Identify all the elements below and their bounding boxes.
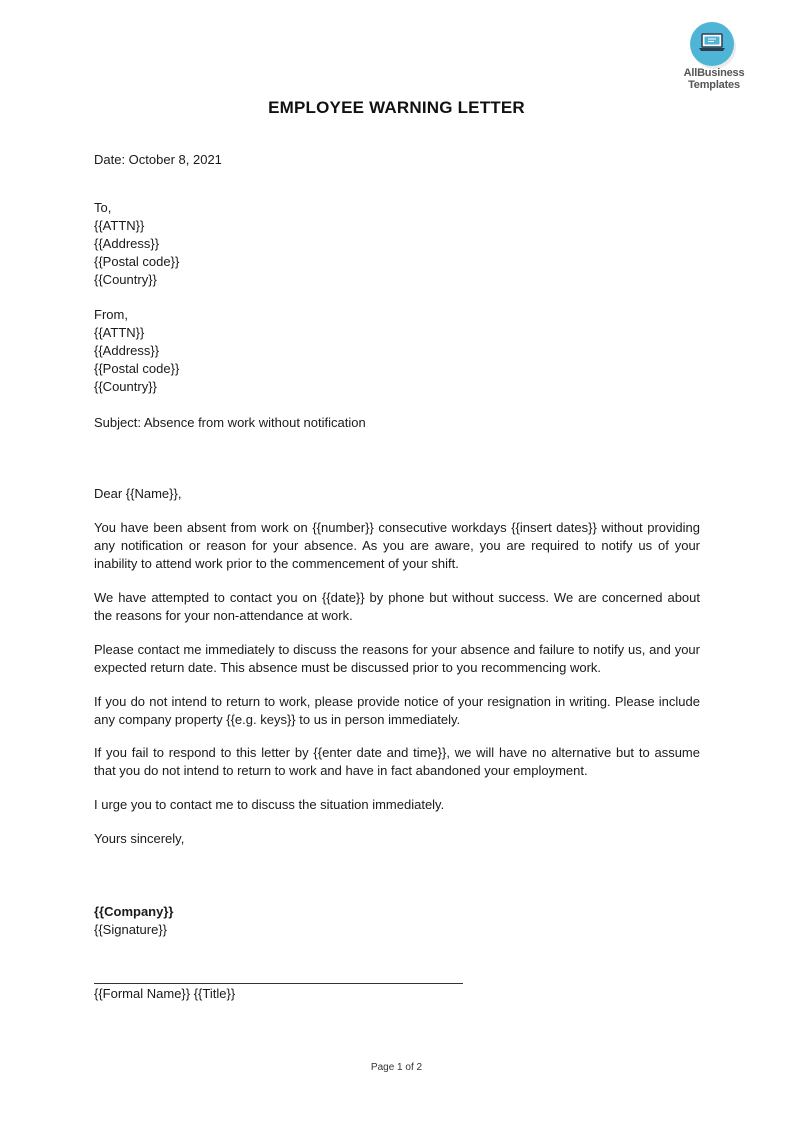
body-paragraph: If you do not intend to return to work, please provide notice of your resignation in writing. Please include any company property {{e.g. keys}} to us in person immediately. (94, 694, 700, 727)
sender-label: From, (94, 307, 128, 322)
salutation: Dear {{Name}}, (94, 486, 182, 501)
recipient-attn: {{ATTN}} (94, 218, 145, 233)
company-name: {{Company}} (94, 904, 174, 919)
recipient-postal: {{Postal code}} (94, 254, 180, 269)
page-number: Page 1 of 2 (370, 1062, 423, 1073)
recipient-country: {{Country}} (94, 272, 157, 287)
logo-line-1: AllBusiness (683, 67, 745, 79)
logo-line-2: Templates (688, 79, 740, 91)
closing: Yours sincerely, (94, 831, 185, 846)
date-line: Date: October 8, 2021 (94, 152, 222, 167)
body-paragraph: Please contact me immediately to discuss the reasons for your absence and failure to notify us, and your expected return date. This absence must be discussed prior to you recommencing work. (94, 642, 700, 675)
sender-attn: {{ATTN}} (94, 325, 145, 340)
formal-name-title: {{Formal Name}} {{Title}} (94, 986, 236, 1001)
body-paragraph: I urge you to contact me to discuss the situation immediately. (94, 797, 445, 812)
recipient-label: To, (94, 200, 112, 215)
signature-placeholder: {{Signature}} (94, 922, 168, 937)
body-paragraph: You have been absent from work on {{number}} consecutive workdays {{insert dates}} without providing any notification or reason for your absence. As you are aware, you are required to notify us of your inability to attend work prior to the commencement of your shift. (94, 520, 700, 571)
subject-line: Subject: Absence from work without notification (94, 415, 366, 430)
allbusiness-logo (676, 22, 756, 94)
page-title: EMPLOYEE WARNING LETTER (268, 98, 525, 117)
recipient-address: {{Address}} (94, 236, 160, 251)
signature-line (94, 983, 463, 984)
body-paragraph: If you fail to respond to this letter by {{enter date and time}}, we will have no alternative but to assume that you do not intend to return to work and have in fact abandoned your employment. (94, 745, 700, 778)
laptop-icon (690, 22, 734, 66)
sender-country: {{Country}} (94, 379, 157, 394)
logo-text (676, 67, 752, 91)
sender-postal: {{Postal code}} (94, 361, 180, 376)
body-paragraph: We have attempted to contact you on {{date}} by phone but without success. We are concerned about the reasons for your non-attendance at work. (94, 590, 700, 623)
sender-address: {{Address}} (94, 343, 160, 358)
